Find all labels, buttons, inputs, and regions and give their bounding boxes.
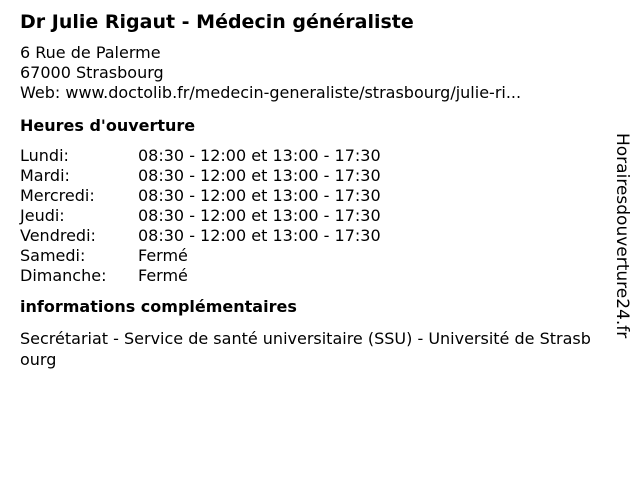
day-hours: 08:30 - 12:00 et 13:00 - 17:30 bbox=[138, 226, 381, 245]
hours-row-tuesday bbox=[20, 166, 600, 186]
hours-row-sunday bbox=[20, 266, 600, 286]
hours-row-saturday bbox=[20, 246, 600, 266]
day-hours: Fermé bbox=[138, 266, 188, 285]
day-hours: 08:30 - 12:00 et 13:00 - 17:30 bbox=[138, 146, 381, 165]
day-label: Samedi: bbox=[20, 246, 86, 265]
additional-info-heading: informations complémentaires bbox=[20, 297, 297, 316]
address-block bbox=[20, 43, 600, 103]
day-label: Mardi: bbox=[20, 166, 70, 185]
day-label: Mercredi: bbox=[20, 186, 95, 205]
day-hours: 08:30 - 12:00 et 13:00 - 17:30 bbox=[138, 206, 381, 225]
opening-hours-heading: Heures d'ouverture bbox=[20, 116, 196, 135]
day-label: Lundi: bbox=[20, 146, 69, 165]
day-hours: Fermé bbox=[138, 246, 188, 265]
website-link[interactable]: Web: www.doctolib.fr/medecin-generaliste/strasbourg/julie-ri... bbox=[20, 83, 522, 102]
day-label: Dimanche: bbox=[20, 266, 107, 285]
day-label: Vendredi: bbox=[20, 226, 96, 245]
opening-hours-table bbox=[20, 146, 600, 286]
hours-row-friday bbox=[20, 226, 600, 246]
address-city: 67000 Strasbourg bbox=[20, 63, 164, 82]
day-hours: 08:30 - 12:00 et 13:00 - 17:30 bbox=[138, 186, 381, 205]
additional-info-text: Secrétariat - Service de santé universitaire (SSU) - Université de Strasbourg bbox=[20, 329, 591, 369]
address-street: 6 Rue de Palerme bbox=[20, 43, 161, 62]
hours-row-wednesday bbox=[20, 186, 600, 206]
site-watermark: Horairesdouverture24.fr bbox=[612, 133, 632, 339]
day-hours: 08:30 - 12:00 et 13:00 - 17:30 bbox=[138, 166, 381, 185]
hours-row-monday bbox=[20, 146, 600, 166]
hours-row-thursday bbox=[20, 206, 600, 226]
page-title: Dr Julie Rigaut - Médecin généraliste bbox=[20, 11, 414, 33]
day-label: Jeudi: bbox=[20, 206, 65, 225]
business-info-card bbox=[20, 10, 600, 370]
